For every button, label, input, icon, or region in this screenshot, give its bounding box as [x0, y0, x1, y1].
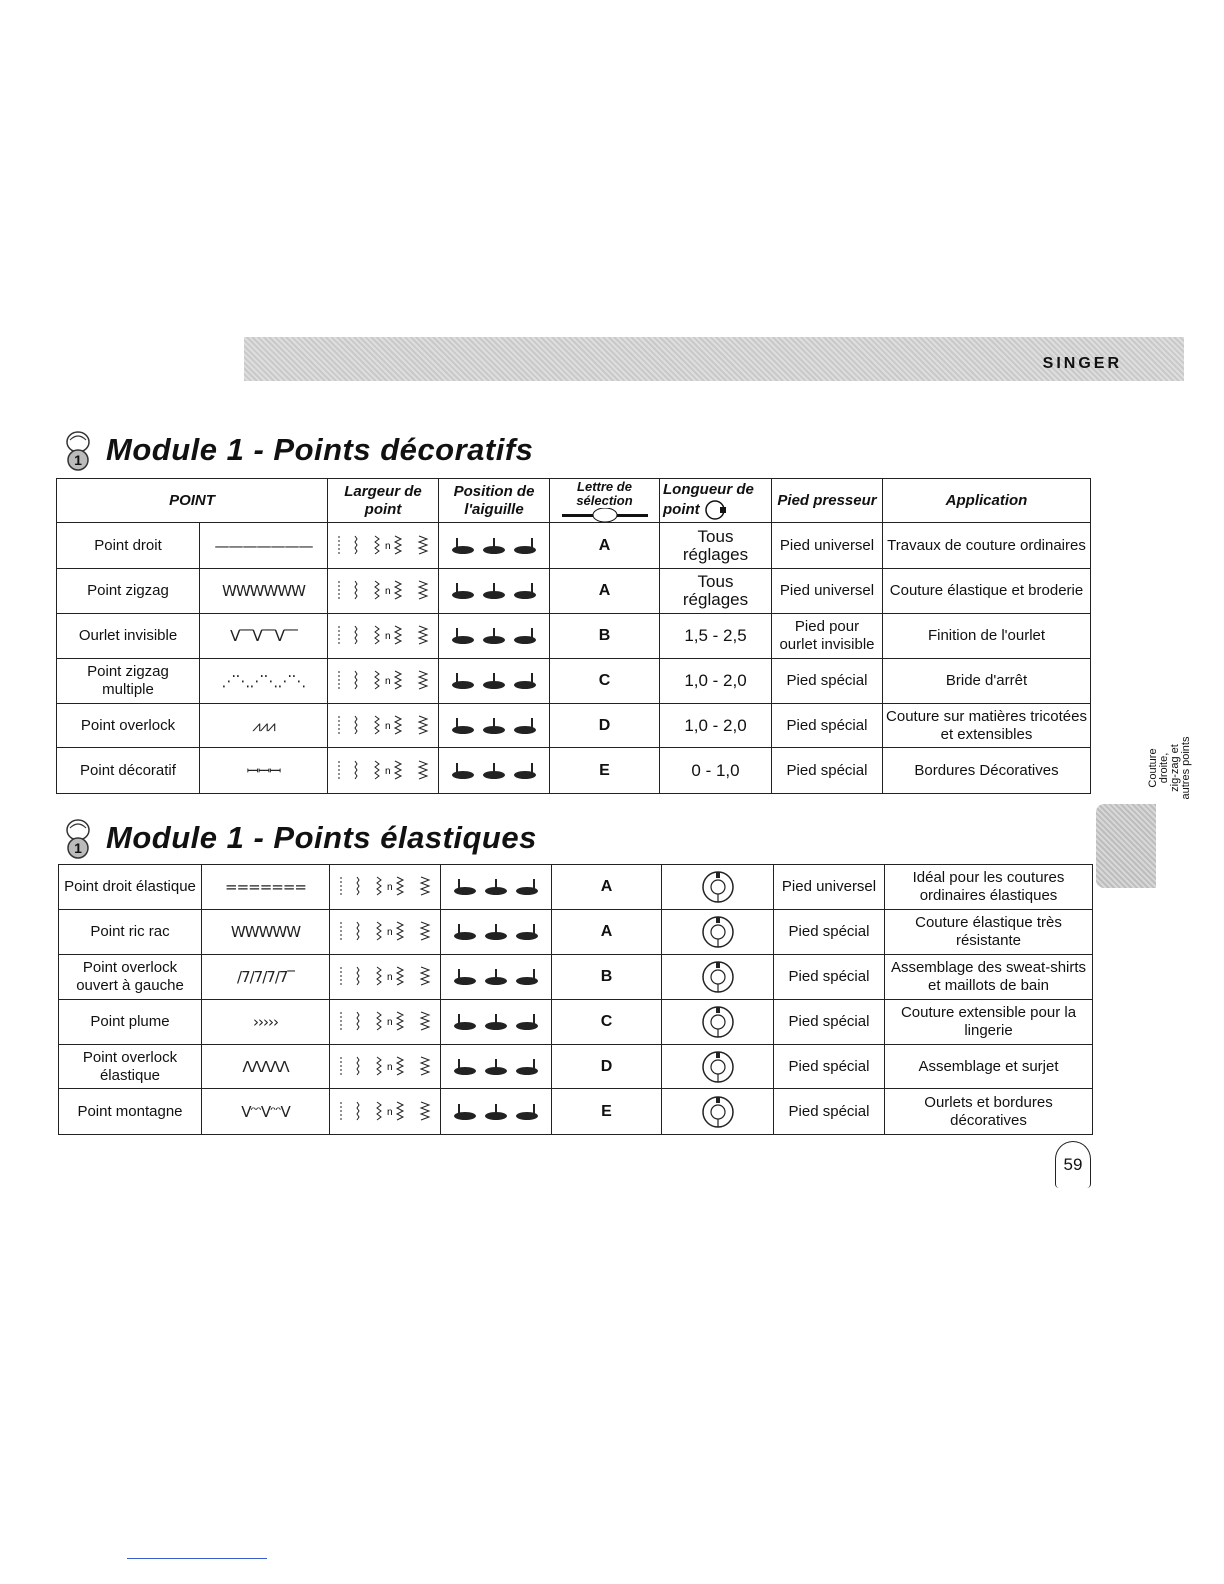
stitch-width-cell	[330, 865, 441, 910]
selection-letter: A	[552, 865, 662, 910]
stitch-width-cell	[330, 1045, 441, 1089]
selection-letter: D	[552, 1045, 662, 1089]
section1-heading	[56, 428, 533, 472]
stitch-width-icon	[333, 578, 433, 604]
presser-foot: Pied spécial	[774, 1089, 885, 1135]
presser-foot: Pied spécial	[772, 748, 883, 794]
needle-position-icon	[451, 1101, 541, 1123]
table-row	[59, 1000, 1093, 1045]
stitch-width-icon	[333, 623, 433, 649]
needle-position-icon	[451, 966, 541, 988]
presser-foot: Pied universel	[772, 569, 883, 614]
needle-position-icon	[449, 760, 539, 782]
svg-text:n: n	[385, 676, 391, 687]
needle-position-icon	[449, 580, 539, 602]
stitch-sample: ΛΛΛΛΛ	[202, 1045, 330, 1089]
needle-position-icon	[449, 535, 539, 557]
header-letter-label: Lettre de sélection	[576, 478, 633, 508]
header-length	[660, 479, 772, 523]
needle-position-cell	[441, 1089, 552, 1135]
section1-title: Module 1 - Points décoratifs	[106, 432, 534, 467]
application: Couture élastique et broderie	[883, 569, 1091, 614]
header-point: POINT	[57, 479, 328, 523]
length-dial-icon	[704, 499, 726, 521]
header-foot: Pied presseur	[772, 479, 883, 523]
stitch-width-cell	[328, 748, 439, 794]
table-row	[57, 523, 1091, 569]
stretch-dial-icon	[700, 1094, 736, 1130]
stitch-width-icon	[333, 713, 433, 739]
table-row	[59, 955, 1093, 1000]
module-badge-icon	[56, 428, 100, 472]
stretch-dial-icon	[700, 869, 736, 905]
stitch-width-icon	[335, 1054, 435, 1080]
stitch-length: 1,5 - 2,5	[660, 614, 772, 659]
selection-letter: C	[552, 1000, 662, 1045]
chapter-side-tab	[1096, 736, 1192, 888]
stretch-dial-cell	[662, 1045, 774, 1089]
stitch-sample: ⩘⩘⩘	[200, 704, 328, 748]
stitch-width-icon	[335, 919, 435, 945]
stretch-dial-icon	[700, 1004, 736, 1040]
stitch-name: Point décoratif	[57, 748, 200, 794]
table-row	[59, 1089, 1093, 1135]
side-tab-line: Couture	[1147, 748, 1159, 788]
header-length-label: Longueur de point	[663, 480, 754, 518]
svg-text:n: n	[387, 927, 393, 938]
stitch-width-icon	[333, 668, 433, 694]
stitch-sample: ꟷꟷꟷ	[200, 748, 328, 794]
table-row	[59, 865, 1093, 910]
needle-position-cell	[439, 748, 550, 794]
stitch-name: Ourlet invisible	[57, 614, 200, 659]
table-row	[57, 659, 1091, 704]
needle-position-icon	[449, 715, 539, 737]
selection-letter: E	[552, 1089, 662, 1135]
stretch-dial-icon	[700, 959, 736, 995]
needle-position-cell	[439, 523, 550, 569]
application: Idéal pour les coutures ordinaires élastiques	[885, 865, 1093, 910]
svg-text:n: n	[387, 972, 393, 983]
needle-position-cell	[441, 955, 552, 1000]
stitch-name: Point overlock élastique	[59, 1045, 202, 1089]
presser-foot: Pied spécial	[774, 955, 885, 1000]
selection-letter: B	[552, 955, 662, 1000]
table-row	[57, 748, 1091, 794]
needle-position-icon	[449, 625, 539, 647]
stitch-sample: ⋰⋱⋰⋱⋰⋱	[200, 659, 328, 704]
decorative-stitches-table	[56, 478, 1091, 794]
needle-position-icon	[449, 670, 539, 692]
presser-foot: Pied spécial	[774, 1000, 885, 1045]
svg-text:n: n	[387, 1061, 393, 1073]
presser-foot: Pied spécial	[772, 704, 883, 748]
needle-position-cell	[439, 614, 550, 659]
header-letter	[550, 479, 660, 523]
stitch-length: 0 - 1,0	[660, 748, 772, 794]
needle-position-cell	[441, 1045, 552, 1089]
presser-foot: Pied spécial	[774, 910, 885, 955]
stitch-width-icon	[333, 533, 433, 559]
stretch-dial-cell	[662, 910, 774, 955]
stitch-name: Point droit	[57, 523, 200, 569]
stitch-width-icon	[335, 1099, 435, 1125]
stitch-sample: WWWWWW	[200, 569, 328, 614]
svg-text:n: n	[385, 720, 391, 732]
stitch-name: Point plume	[59, 1000, 202, 1045]
footer-line	[127, 1558, 267, 1559]
selector-dial-icon	[562, 508, 648, 522]
module-badge-number: 1	[74, 840, 82, 856]
selection-letter: A	[552, 910, 662, 955]
table-row	[57, 614, 1091, 659]
stretch-dial-cell	[662, 1000, 774, 1045]
svg-text:n: n	[385, 540, 391, 552]
application: Ourlets et bordures décoratives	[885, 1089, 1093, 1135]
needle-position-cell	[441, 865, 552, 910]
stitch-name: Point overlock	[57, 704, 200, 748]
needle-position-cell	[439, 704, 550, 748]
stitch-width-cell	[330, 955, 441, 1000]
side-tab-label	[1148, 728, 1192, 808]
stitch-width-cell	[328, 569, 439, 614]
stitch-width-cell	[328, 523, 439, 569]
stitch-name: Point zigzag multiple	[57, 659, 200, 704]
stitch-width-cell	[328, 659, 439, 704]
table-row	[57, 569, 1091, 614]
stitch-sample: /7/7/7/7‾	[202, 955, 330, 1000]
section2-heading	[56, 816, 537, 860]
needle-position-cell	[439, 569, 550, 614]
stitch-width-cell	[330, 1000, 441, 1045]
stitch-name: Point montagne	[59, 1089, 202, 1135]
section2-title: Module 1 - Points élastiques	[106, 820, 537, 855]
table-header-row	[57, 479, 1091, 523]
stitch-sample: ———————	[200, 523, 328, 569]
selection-letter: A	[550, 569, 660, 614]
selection-letter: E	[550, 748, 660, 794]
needle-position-icon	[451, 1056, 541, 1078]
table-row	[59, 1045, 1093, 1089]
brand-name: SINGER	[1042, 355, 1122, 372]
presser-foot: Pied spécial	[774, 1045, 885, 1089]
selection-letter: B	[550, 614, 660, 659]
stretch-dial-icon	[700, 914, 736, 950]
application: Bordures Décoratives	[883, 748, 1091, 794]
stitch-name: Point overlock ouvert à gauche	[59, 955, 202, 1000]
stitch-length: Tous réglages	[660, 523, 772, 569]
header-application: Application	[883, 479, 1091, 523]
needle-position-icon	[451, 876, 541, 898]
stretch-dial-cell	[662, 955, 774, 1000]
table-row	[57, 704, 1091, 748]
svg-text:n: n	[385, 765, 391, 777]
stitch-sample: ›››››	[202, 1000, 330, 1045]
application: Couture extensible pour la lingerie	[885, 1000, 1093, 1045]
stretch-dial-icon	[700, 1049, 736, 1085]
header-width: Largeur de point	[328, 479, 439, 523]
presser-foot: Pied pour ourlet invisible	[772, 614, 883, 659]
side-tab-line: autres points	[1180, 736, 1192, 800]
application: Bride d'arrêt	[883, 659, 1091, 704]
stitch-width-cell	[328, 614, 439, 659]
svg-text:n: n	[387, 882, 393, 893]
application: Travaux de couture ordinaires	[883, 523, 1091, 569]
needle-position-cell	[441, 910, 552, 955]
header-band	[244, 337, 1184, 381]
stitch-width-icon	[335, 1009, 435, 1035]
module-badge-number: 1	[74, 452, 82, 468]
application: Finition de l'ourlet	[883, 614, 1091, 659]
svg-text:n: n	[387, 1106, 393, 1118]
stitch-length: 1,0 - 2,0	[660, 704, 772, 748]
stitch-width-cell	[328, 704, 439, 748]
stitch-sample: =======	[202, 865, 330, 910]
selection-letter: A	[550, 523, 660, 569]
stitch-sample: VᵔᵔVᵔᵔV	[202, 1089, 330, 1135]
application: Couture sur matières tricotées et extensibles	[883, 704, 1091, 748]
side-tab-line: zig-zag et	[1169, 744, 1181, 792]
elastic-stitches-table	[58, 864, 1093, 1135]
application: Assemblage et surjet	[885, 1045, 1093, 1089]
application: Couture élastique très résistante	[885, 910, 1093, 955]
stitch-width-icon	[333, 758, 433, 784]
stitch-name: Point droit élastique	[59, 865, 202, 910]
stretch-dial-cell	[662, 1089, 774, 1135]
needle-position-cell	[439, 659, 550, 704]
page-number: 59	[1055, 1141, 1091, 1188]
selection-letter: C	[550, 659, 660, 704]
stitch-width-cell	[330, 1089, 441, 1135]
header-position: Position de l'aiguille	[439, 479, 550, 523]
needle-position-icon	[451, 1011, 541, 1033]
module-badge-icon	[56, 816, 100, 860]
selection-letter: D	[550, 704, 660, 748]
stitch-name: Point zigzag	[57, 569, 200, 614]
stitch-width-icon	[335, 874, 435, 900]
side-tab-line: droite,	[1158, 752, 1170, 784]
application: Assemblage des sweat-shirts et maillots de bain	[885, 955, 1093, 1000]
stitch-width-icon	[335, 964, 435, 990]
presser-foot: Pied spécial	[772, 659, 883, 704]
svg-text:n: n	[387, 1017, 393, 1028]
presser-foot: Pied universel	[772, 523, 883, 569]
stretch-dial-cell	[662, 865, 774, 910]
svg-text:n: n	[385, 586, 391, 597]
stitch-sample: V‾‾V‾‾V‾‾	[200, 614, 328, 659]
stitch-width-cell	[330, 910, 441, 955]
svg-text:n: n	[385, 631, 391, 642]
stitch-length: Tous réglages	[660, 569, 772, 614]
needle-position-icon	[451, 921, 541, 943]
stitch-name: Point ric rac	[59, 910, 202, 955]
table-row	[59, 910, 1093, 955]
needle-position-cell	[441, 1000, 552, 1045]
presser-foot: Pied universel	[774, 865, 885, 910]
stitch-sample: WWWWW	[202, 910, 330, 955]
stitch-length: 1,0 - 2,0	[660, 659, 772, 704]
